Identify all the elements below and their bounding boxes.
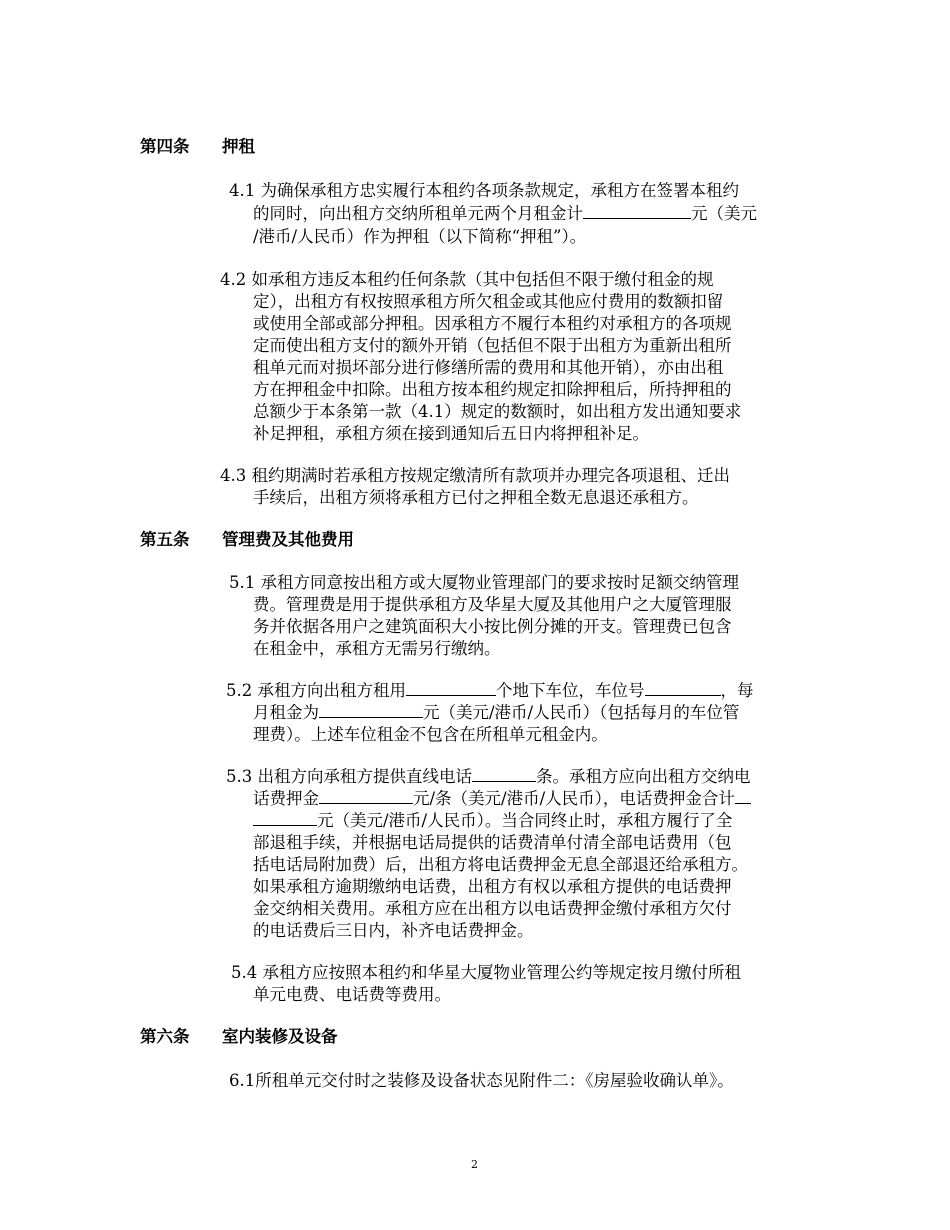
section-heading-6: [140, 1027, 338, 1047]
clause-line: 总额少于本条第一款（4.1）规定的数额时，如出租方发出通知要求: [253, 402, 742, 421]
section-heading-4: [140, 137, 255, 157]
blank-phone-deposit-total-cont: [253, 811, 317, 826]
clause-line: 金交纳相关费用。承租方应在出租方以电话费押金缴付承租方欠付: [253, 899, 732, 918]
clause-line: 4.1 为确保承租方忠实履行本租约各项条款规定，承租方在签署本租约: [229, 181, 739, 200]
clause-line: 方在押租金中扣除。出租方按本租约规定扣除押租后，所持押租的: [253, 380, 732, 399]
clause-line: 6.1所租单元交付时之装修及设备状态见附件二：《房屋验收确认单》。: [229, 1071, 734, 1090]
clause-line: 部退租手续，并根据电话局提供的话费清单付清全部电话费用（包: [253, 833, 732, 852]
section-number: 第四条: [140, 137, 190, 156]
clause-line: 补足押租，承租方须在接到通知后五日内将押租补足。: [253, 424, 649, 443]
blank-phone-lines: [472, 767, 536, 782]
clause-line: 5.3 出租方向承租方提供直线电话 条。承租方应向出租方交纳电: [226, 767, 751, 786]
section-number: 第五条: [140, 530, 190, 549]
section-title: 管理费及其他费用: [222, 530, 354, 549]
blank-phone-deposit-total: [735, 789, 751, 804]
clause-line: 定而使出租方支付的额外开销（包括但不限于出租方为重新出租所: [253, 336, 732, 355]
clause-line: 费。管理费是用于提供承租方及华星大厦及其他用户之大厦管理服: [253, 595, 732, 614]
clause-line: 4.2 如承租方违反本租约任何条款（其中包括但不限于缴付租金的规: [220, 270, 714, 289]
blank-parking-count: [406, 681, 496, 696]
clause-line: 话费押金 元/条（美元/港币/人民币），电话费押金合计: [253, 789, 751, 809]
section-number: 第六条: [140, 1027, 190, 1046]
clause-line: 5.4 承租方应按照本租约和华星大厦物业管理公约等规定按月缴付所租: [231, 963, 741, 982]
section-title: 室内装修及设备: [222, 1027, 338, 1046]
page-number: 2: [471, 1158, 478, 1171]
blank-parking-number: [645, 681, 721, 696]
clause-line: 5.2 承租方向出租方租用 个地下车位，车位号 ，每: [226, 681, 754, 700]
clause-line: 的同时，向出租方交纳所租单元两个月租金计 元（美元: [253, 204, 757, 223]
clause-line: 月租金为 元（美元/港币/人民币）（包括每月的车位管: [253, 703, 740, 722]
clause-line: 务并依据各用户之建筑面积大小按比例分摊的开支。管理费已包含: [253, 617, 732, 636]
clause-line: 5.1 承租方同意按出租方或大厦物业管理部门的要求按时足额交纳管理: [229, 573, 739, 592]
blank-parking-rent: [319, 703, 423, 718]
clause-line: 的电话费后三日内，补齐电话费押金。: [253, 921, 534, 940]
clause-line: 括电话局附加费）后，出租方将电话费押金无息全部退还给承租方。: [253, 855, 748, 874]
blank-phone-deposit: [319, 789, 413, 804]
clause-line: 在租金中，承租方无需另行缴纳。: [253, 639, 501, 658]
clause-line: 定），出租方有权按照承租方所欠租金或其他应付费用的数额扣留: [253, 292, 724, 311]
clause-line: 元（美元/港币/人民币）。当合同终止时，承租方履行了全: [253, 811, 732, 831]
section-heading-5: [140, 530, 354, 550]
section-title: 押租: [222, 137, 255, 156]
clause-line: 单元电费、电话费等费用。: [253, 985, 451, 1004]
clause-line: 如果承租方逾期缴纳电话费，出租方有权以承租方提供的电话费押: [253, 877, 732, 896]
blank-deposit-amount: [583, 204, 691, 219]
clause-line: 理费）。上述车位租金不包含在所租单元租金内。: [253, 725, 608, 744]
clause-line: 租单元而对损坏部分进行修缮所需的费用和其他开销），亦由出租: [253, 358, 724, 377]
clause-line: 4.3 租约期满时若承租方按规定缴清所有款项并办理完各项退租、迁出: [220, 466, 730, 485]
clause-line: 手续后，出租方须将承租方已付之押租全数无息退还承租方。: [253, 488, 699, 507]
clause-line: /港币/人民币）作为押租（以下简称“押租”）。: [253, 227, 587, 246]
clause-line: 或使用全部或部分押租。因承租方不履行本租约对承租方的各项规: [253, 314, 732, 333]
